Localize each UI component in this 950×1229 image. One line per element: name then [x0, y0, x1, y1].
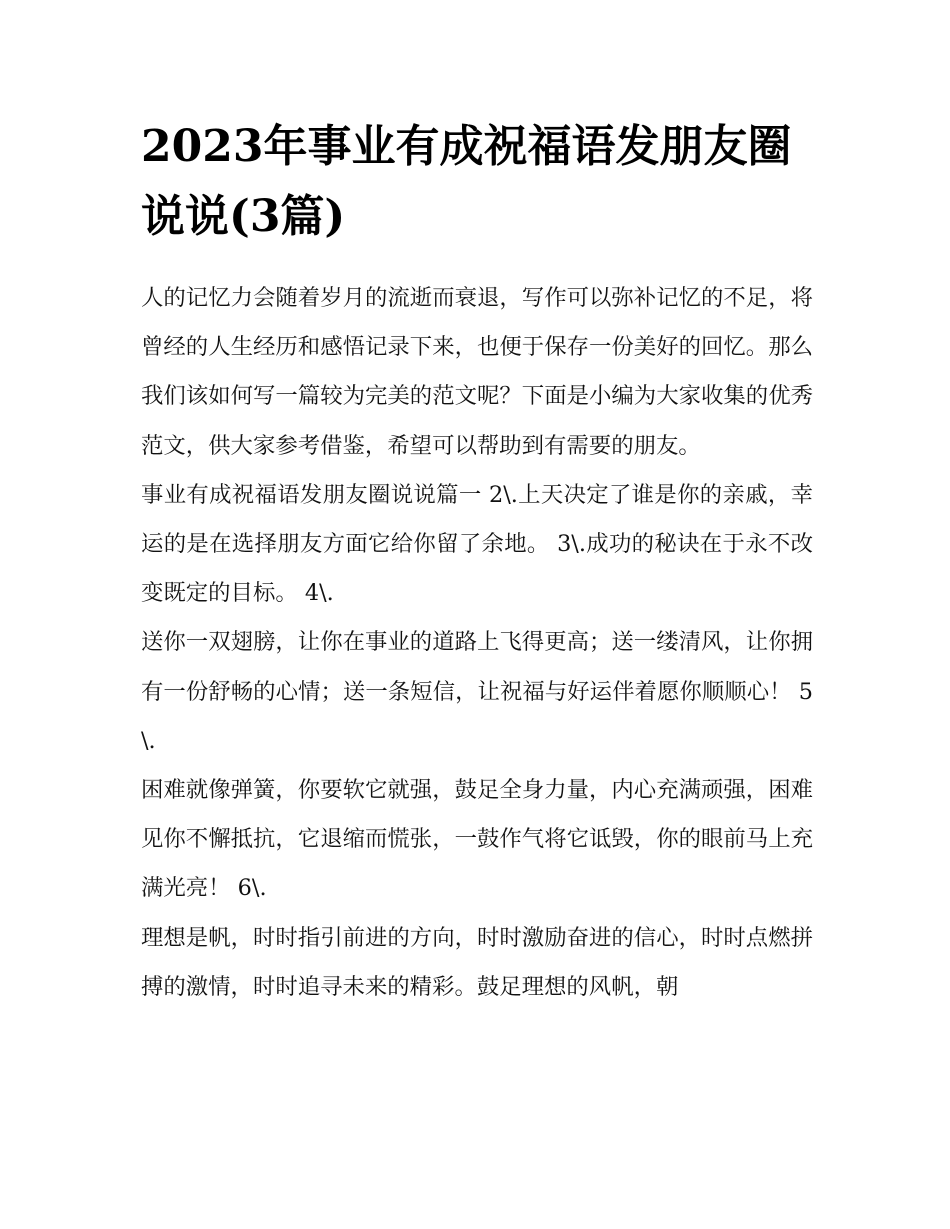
body-paragraph: 事业有成祝福语发朋友圈说说篇一 2\.上天决定了谁是你的亲戚，幸运的是在选择朋友方面它给你留了余地。 3\.成功的秘诀在于永不改变既定的目标。 4\.	[141, 481, 813, 607]
document-page	[141, 112, 813, 1012]
body-paragraph: 困难就像弹簧，你要软它就强，鼓足全身力量，内心充满顽强，困难见你不懈抵抗，它退缩而慌张，一鼓作气将它诋毁，你的眼前马上充满光亮！ 6\.	[141, 777, 813, 902]
body-paragraph: 送你一双翅膀，让你在事业的道路上飞得更高；送一缕清风，让你拥有一份舒畅的心情；送一条短信，让祝福与好运伴着愿你顺顺心！ 5\.	[141, 629, 813, 754]
intro-paragraph: 人的记忆力会随着岁月的流逝而衰退，写作可以弥补记忆的不足，将曾经的人生经历和感悟记录下来，也便于保存一份美好的回忆。那么我们该如何写一篇较为完美的范文呢？下面是小编为大家收集的优秀范文，供大家参考借鉴，希望可以帮助到有需要的朋友。	[141, 285, 813, 459]
body-paragraph: 理想是帆，时时指引前进的方向，时时激励奋进的信心，时时点燃拼搏的激情，时时追寻未来的精彩。鼓足理想的风帆，朝	[141, 924, 813, 1000]
document-title: 2023年事业有成祝福语发朋友圈说说(3篇)	[141, 121, 792, 242]
